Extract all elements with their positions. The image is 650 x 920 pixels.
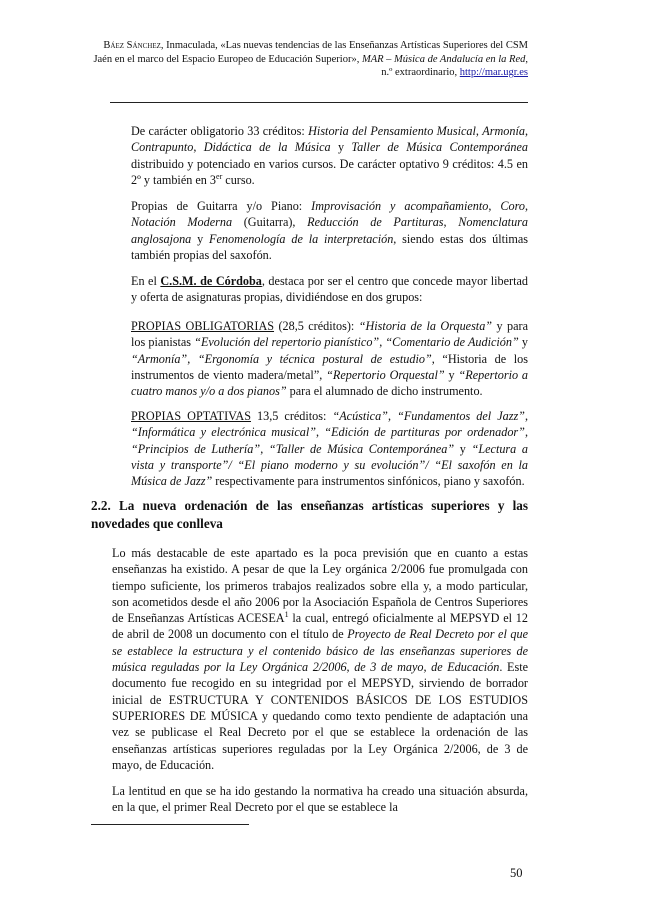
paragraph-propias-optativas: PROPIAS OPTATIVAS 13,5 créditos: “Acústica”, “Fundamentos del Jazz”, “Informática y electrónica musical”, “Edición de partituras por ordenador”, “Principios de Luthería”, “Taller de Música Contemporánea” y “Lectura a vista y transporte”/ “El piano moderno y su evolución”/ “El saxofón en la Música de Jazz” respectivamente para instrumentos sinfónicos, piano y saxofón.	[131, 409, 529, 489]
header-citation: , Inmaculada, «Las nuevas tendencias de las Enseñanzas Artísticas Superiores del CSM Jaén en el marco del Espacio Europeo de Educación Superior»,	[93, 40, 528, 65]
paragraph-obligatorio: De carácter obligatorio 33 créditos: Historia del Pensamiento Musical, Armonía, Contrapunto, Didáctica de la Música y Taller de Música Contemporánea distribuido y potenciado en varios cursos. De carácter optativo 9 créditos: 4.5 en 2º y también en 3er curso.	[131, 124, 529, 187]
paragraph-guitarra-piano: Propias de Guitarra y/o Piano: Improvisación y acompañamiento, Coro, Notación Moderna (Guitarra), Reducción de Partituras, Nomenclatura anglosajona y Fenomenología de la interpretación, siendo estas dos últimas también propias del saxofón.	[131, 199, 529, 262]
running-header	[88, 39, 528, 80]
header-url-link[interactable]: http://mar.ugr.es	[459, 67, 528, 78]
header-journal: MAR – Música de Andalucía en la Red	[361, 53, 526, 65]
header-author: Báez Sánchez	[103, 40, 161, 51]
section-heading: 2.2. La nueva ordenación de las enseñanzas artísticas superiores y las novedades que conlleva	[91, 498, 528, 531]
cordoba-label: C.S.M. de Córdoba	[160, 274, 262, 288]
paragraph-lentitud: La lentitud en que se ha ido gestando la normativa ha creado una situación absurda, en la que, el primer Real Decreto por el que se establece la	[112, 784, 528, 815]
paragraph-propias-obligatorias: PROPIAS OBLIGATORIAS (28,5 créditos): “Historia de la Orquesta” y para los pianistas “Evolución del repertorio pianístico”, “Comentario de Audición” y “Armonía”, “Ergonomía y técnica postural de estudio”, “Historia de los instrumentos de viento madera/metal”, “Repertorio Orquestal” y “Repertorio a cuatro manos y/o a dos pianos” para el alumnado de dicho instrumento.	[131, 319, 529, 399]
header-divider	[110, 102, 528, 103]
header-issue: , n.º extraordinario,	[381, 53, 528, 78]
paragraph-cordoba: En el C.S.M. de Córdoba, destaca por ser el centro que concede mayor libertad y oferta de asignaturas propias, dividiéndose en dos grupos:	[131, 274, 528, 305]
footnote-divider	[91, 824, 249, 825]
footnote-marker[interactable]: 1	[284, 610, 289, 620]
page-number: 50	[510, 866, 523, 880]
paragraph-ordenacion: Lo más destacable de este apartado es la poca previsión que en cuanto a estas enseñanzas ha existido. A pesar de que la Ley orgánica 2/2006 fue promulgada con tiempo suficiente, los primeros trabajos realizados sobre ella y, a modo particular, son acometidos desde el año 2006 por la Asociación Española de Centros Superiores de Enseñanzas Artísticas ACESEA$^1$ la cual, entregó oficialmente al MEPSYD el 12 de abril de 2008 un documento con el título de Proyecto de Real Decreto por el que se establece la estructura y el contenido básico de las enseñanzas superiores de música reguladas por la Ley Orgánica 2/2006, de 3 de mayo, de Educación. Este documento fue recogido en su integridad por el MEPSYD, sirviendo de borrador inicial de ESTRUCTURA Y CONTENIDOS BÁSICOS DE LOS ESTUDIOS SUPERIORES DE MÚSICA y quedando como texto pendiente de adaptación una vez se publicase el Real Decreto por el que se establece la ordenación de las enseñanzas artísticas superiores reguladas por la Ley Orgánica 2/2006, de 3 de mayo, de Educación.	[112, 546, 529, 772]
